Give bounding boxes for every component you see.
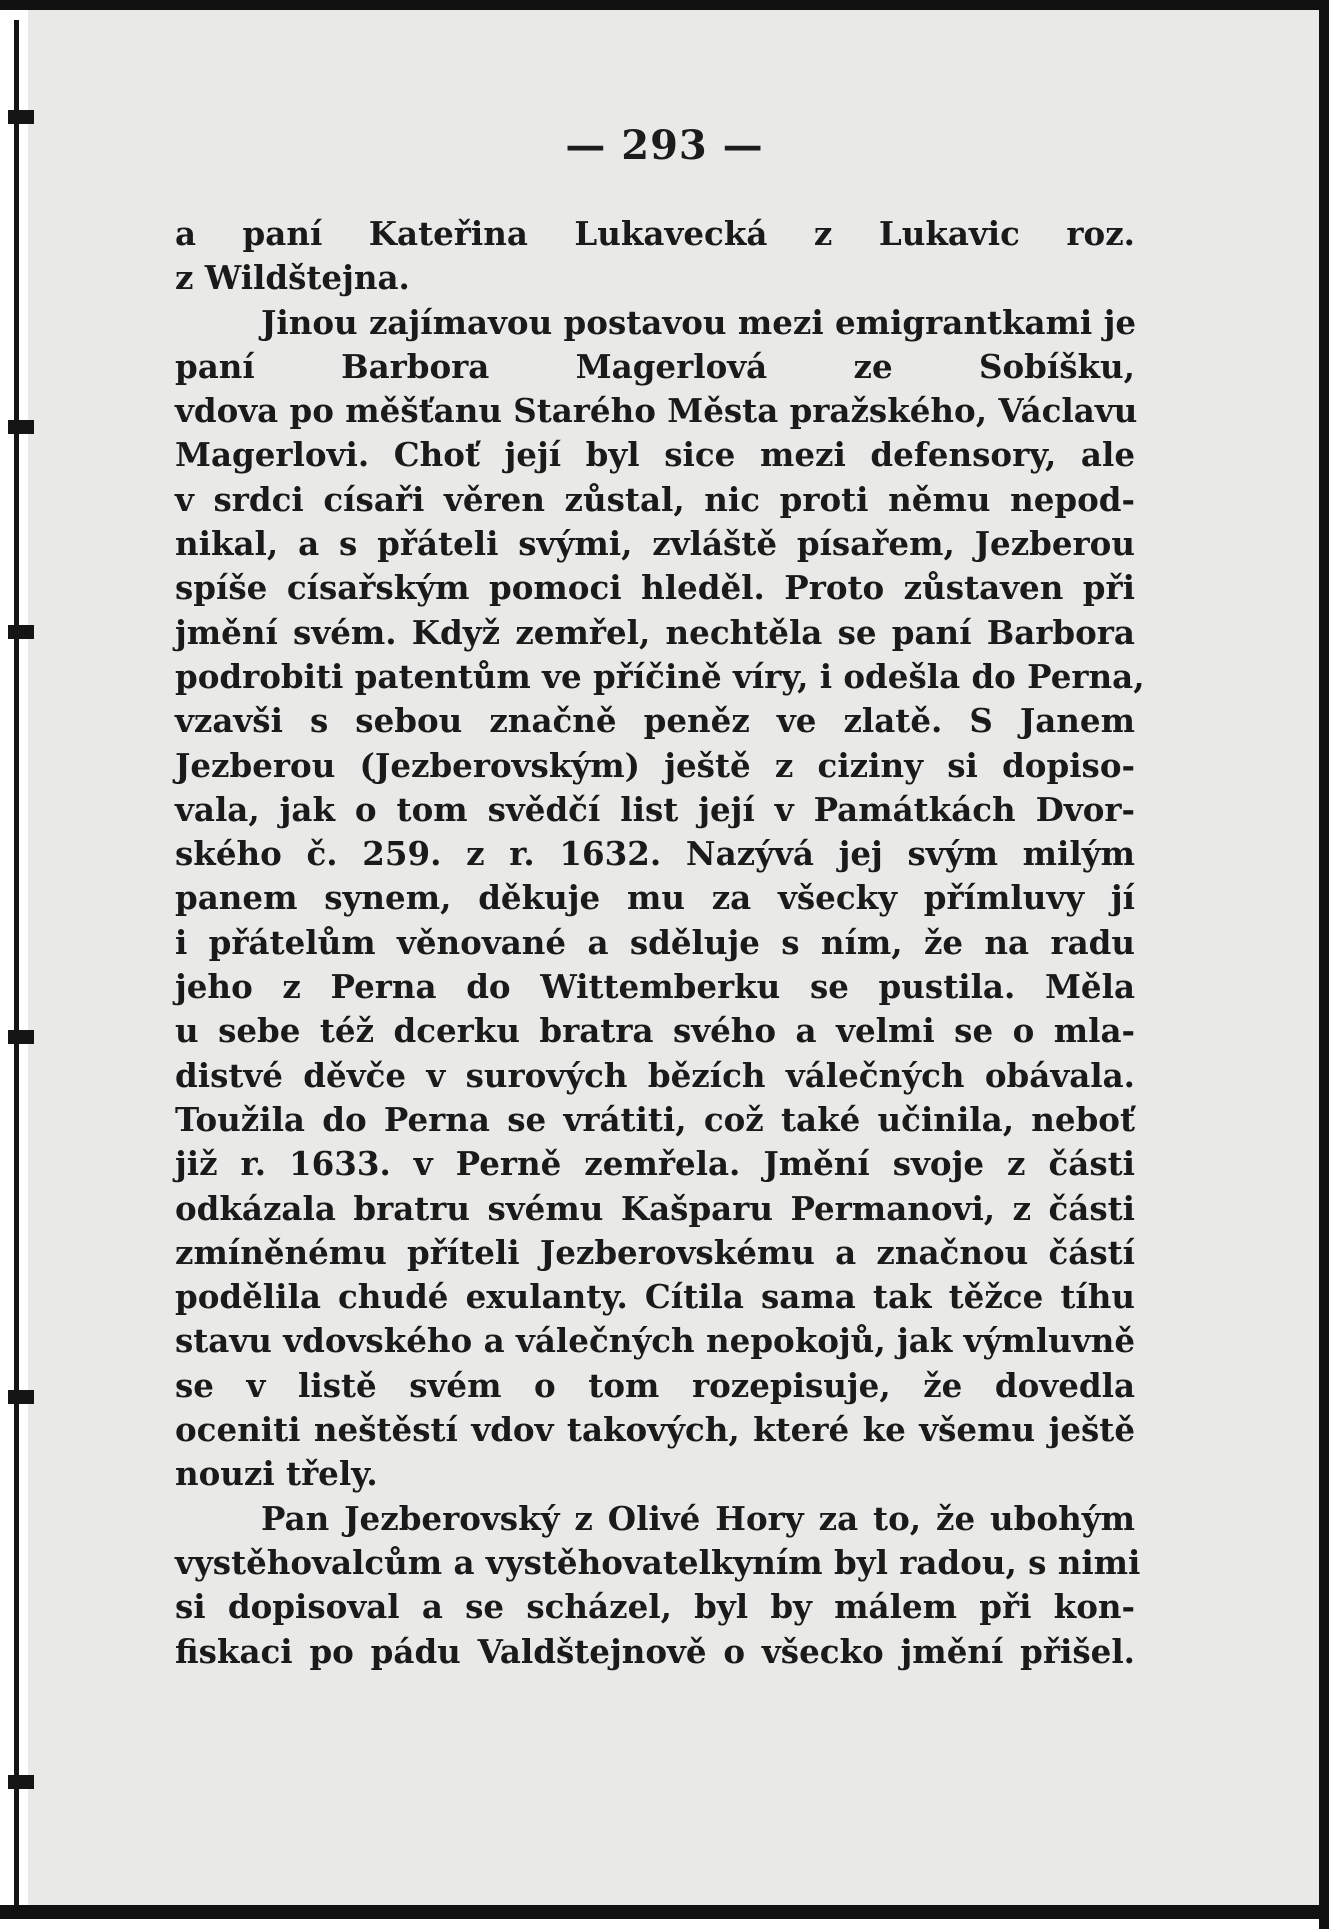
- binding-mark: [8, 625, 34, 639]
- page-right-edge: [1319, 10, 1329, 1929]
- text-line: spíše císařským pomoci hleděl. Proto zůstaven při: [175, 568, 1135, 608]
- text-line: Jinou zajímavou postavou mezi emigrantkami je: [261, 302, 1137, 342]
- text-line: fiskaci po pádu Valdštejnově o všecko jmění přišel.: [175, 1631, 1135, 1671]
- text-line: vystěhovalcům a vystěhovatelkyním byl radou, s nimi: [175, 1542, 1141, 1582]
- text-line: vala, jak o tom svědčí list její v Památkách Dvor-: [175, 789, 1135, 829]
- text-line: Magerlovi. Choť její byl sice mezi defensory, ale: [175, 435, 1135, 475]
- text-line: Pan Jezberovský z Olivé Hory za to, že ubohým: [261, 1498, 1135, 1538]
- text-line: oceniti neštěstí vdov takových, které ke všemu ještě: [175, 1410, 1135, 1450]
- text-line: panem synem, děkuje mu za všecky přímluvy jí: [175, 878, 1135, 918]
- text-line: distvé děvče v surových bězích válečných obávala.: [175, 1055, 1135, 1095]
- text-line: Toužila do Perna se vrátiti, což také učinila, neboť: [175, 1099, 1135, 1139]
- text-line: Jezberou (Jezberovským) ještě z ciziny si dopiso-: [175, 745, 1135, 785]
- text-line: paní Barbora Magerlová ze Sobíšku,: [175, 346, 1135, 386]
- body-text: [175, 212, 1145, 1674]
- text-line: jeho z Perna do Wittemberku se pustila. Měla: [175, 967, 1135, 1007]
- text-line: v srdci císaři věren zůstal, nic proti němu nepod-: [175, 479, 1135, 519]
- text-line: odkázala bratru svému Kašparu Permanovi, z části: [175, 1188, 1135, 1228]
- text-line: vzavši s sebou značně peněz ve zlatě. S Janem: [175, 701, 1135, 741]
- text-line: a paní Kateřina Lukavecká z Lukavic roz.: [175, 214, 1135, 253]
- text-line: zmíněnému příteli Jezberovskému a značnou částí: [175, 1232, 1135, 1272]
- binding-mark: [8, 1390, 34, 1404]
- text-line: i přátelům věnované a sděluje s ním, že na radu: [175, 922, 1135, 962]
- text-line: podělila chudé exulanty. Cítila sama tak těžce tíhu: [175, 1277, 1135, 1317]
- text-line: vdova po měšťanu Starého Města pražského, Václavu: [175, 391, 1138, 431]
- text-line: ského č. 259. z r. 1632. Nazývá jej svým milým: [175, 834, 1135, 874]
- text-line: nouzi třely.: [175, 1454, 378, 1494]
- text-line: se v listě svém o tom rozepisuje, že dovedla: [175, 1365, 1135, 1405]
- text-line: stavu vdovského a válečných nepokojů, jak výmluvně: [175, 1321, 1135, 1361]
- text-line: nikal, a s přáteli svými, zvláště písařem, Jezberou: [175, 524, 1135, 564]
- text-line: u sebe též dcerku bratra svého a velmi se o mla-: [175, 1011, 1135, 1051]
- text-line: již r. 1633. v Perně zemřela. Jmění svoje z části: [175, 1144, 1135, 1184]
- binding-mark: [8, 1030, 34, 1044]
- binding-edge: [14, 20, 19, 1915]
- text-line: si dopisoval a se scházel, byl by málem při kon-: [175, 1587, 1135, 1627]
- page-bottom-edge: [0, 1905, 1329, 1919]
- binding-mark: [8, 1775, 34, 1789]
- page-number: — 293 —: [565, 122, 764, 169]
- binding-mark: [8, 420, 34, 434]
- text-line: jmění svém. Když zemřel, nechtěla se paní Barbora: [175, 612, 1135, 652]
- text-line: podrobiti patentům ve příčině víry, i odešla do Perna,: [175, 656, 1145, 696]
- text-line: z Wildštejna.: [175, 258, 410, 298]
